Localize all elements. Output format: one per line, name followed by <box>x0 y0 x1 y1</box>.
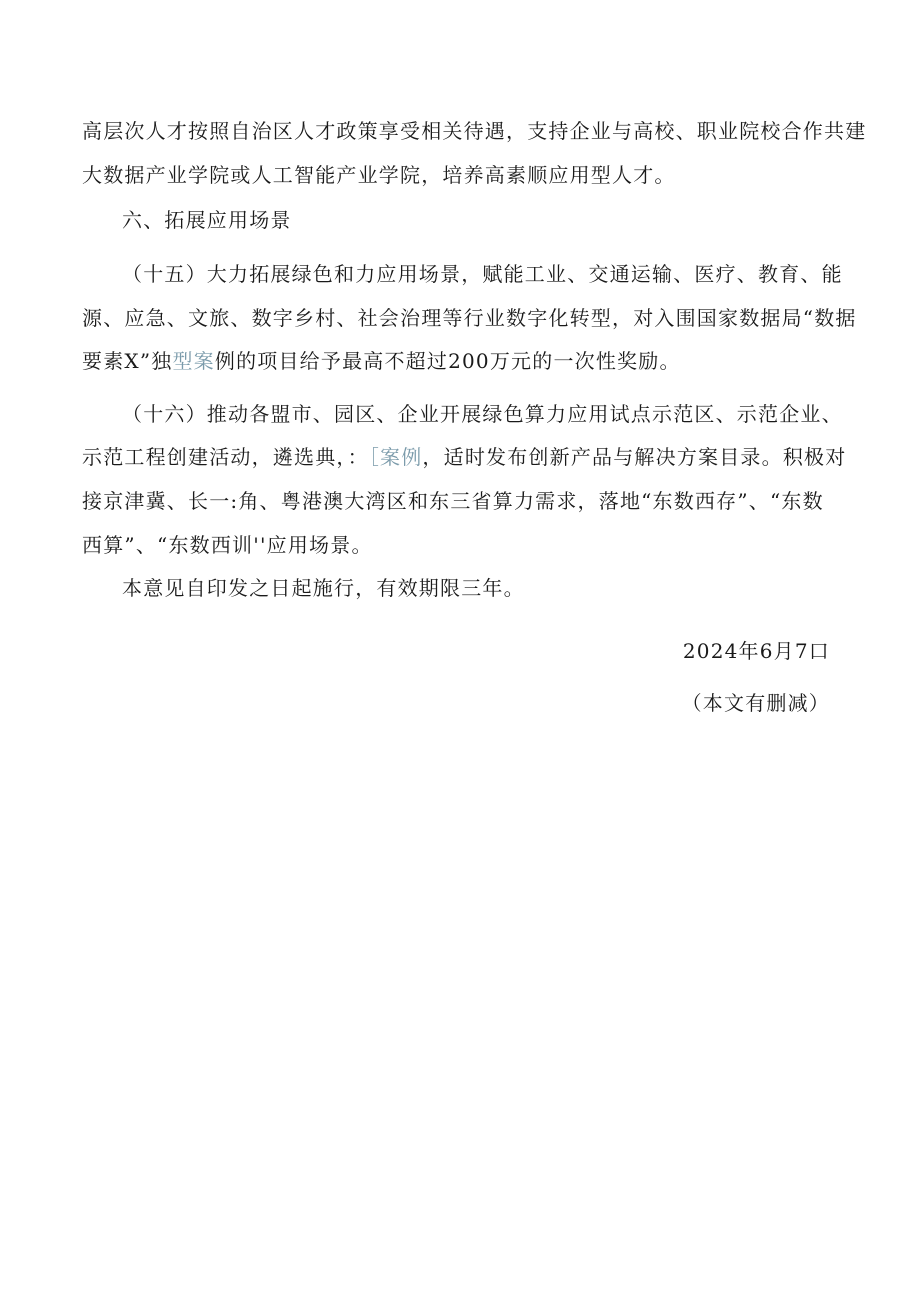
paragraph-15-line-1: （十五）大力拓展绿色和力应用场景，赋能工业、交通运输、医疗、教育、能 <box>122 262 843 286</box>
paragraph-15-line-3-faded: 型案 <box>172 349 215 373</box>
paragraph-16-line-4: 西算”、“东数西训''应用场景。 <box>82 533 373 557</box>
paragraph-16-line-2-start: 示范工程创建活动，遴选典，： <box>82 445 369 469</box>
paragraph-talent-line-2: 大数据产业学院或人工智能产业学院，培养高素顺应用型人才。 <box>82 163 676 187</box>
section-heading: 六、拓展应用场景 <box>122 208 292 232</box>
paragraph-16-line-2 <box>82 443 846 471</box>
paragraph-16-line-3: 接京津冀、长一:角、粤港澳大湾区和东三省算力需求，落地“东数西存”、“东数 <box>82 489 824 513</box>
paragraph-16-line-2-faded: ［案例 <box>368 445 423 469</box>
paragraph-16-line-2-end: ，适时发布创新产品与解决方案目录。积极对 <box>422 445 847 469</box>
document-date: 2024年6月7口 <box>682 639 830 663</box>
paragraph-talent-line-1: 高层次人才按照自治区人才政策享受相关待遇，支持企业与高校、职业院校合作共建 <box>82 119 867 143</box>
paragraph-15-line-3 <box>82 347 681 375</box>
paragraph-15-line-2: 源、应急、文旅、数字乡村、社会治理等行业数字化转型，对入围国家数据局“数据 <box>82 306 857 330</box>
closing-statement: 本意见自印发之日起施行，有效期限三年。 <box>122 576 525 600</box>
paragraph-16-line-1: （十六）推动各盟市、园区、企业开展绿色算力应用试点示范区、示范企业、 <box>122 402 843 426</box>
abridged-note: （本文有删减） <box>681 691 830 715</box>
paragraph-15-line-3-end: 例的项目给予最高不超过200万元的一次性奖励。 <box>214 349 681 373</box>
paragraph-15-line-3-start: 要素X”独 <box>82 349 173 373</box>
